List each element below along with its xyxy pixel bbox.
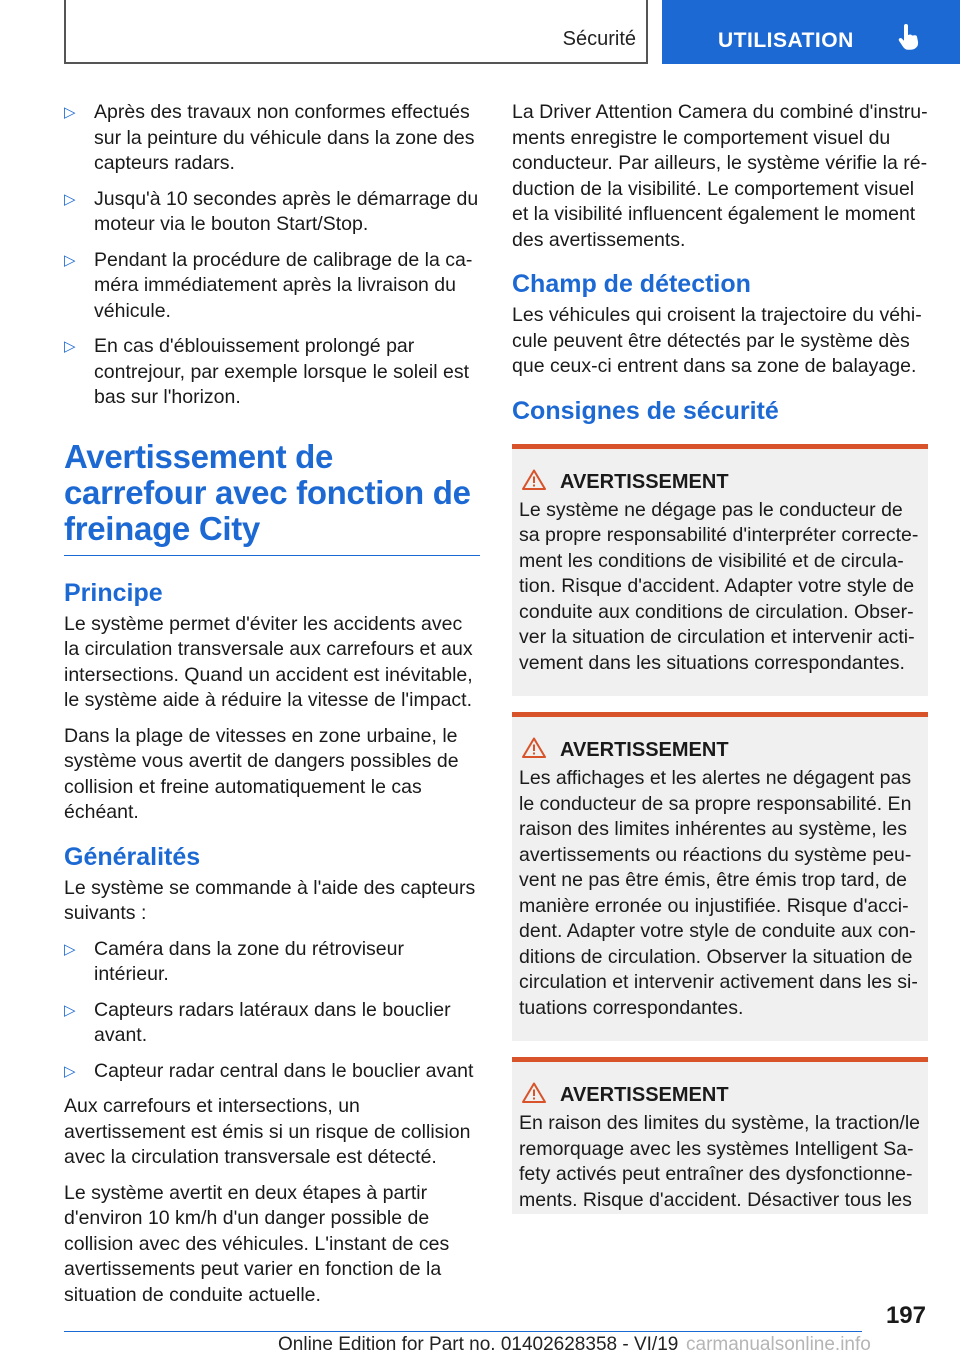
warning-box (512, 1057, 928, 1214)
footer-divider (64, 1331, 862, 1332)
principe-heading: Principe (64, 578, 163, 607)
warning-triangle-icon (522, 737, 546, 758)
header-section-box (64, 0, 648, 64)
list-item: ▷ Capteur radar central dans le bouclier avant (64, 1059, 480, 1085)
list-item: ▷ En cas d'éblouissement prolongé par contrejour, par exemple lorsque le soleil est bas sur l'horizon. (64, 335, 470, 408)
left-column (64, 100, 480, 1318)
warning-title: AVERTISSEMENT (560, 739, 729, 761)
chapter-label: UTILISATION (718, 29, 854, 52)
warning-triangle-icon (522, 1082, 546, 1103)
champ-heading: Champ de détection (512, 270, 751, 298)
principe-paragraph-2: Dans la plage de vitesses en zone urbaine, le système vous avertit de dangers possibles de collision et freine automatiquement le cas échéant. (64, 724, 459, 823)
warning-triangle-icon (522, 469, 546, 490)
attention-camera-paragraph: La Driver Attention Camera du combiné d'instruments enregistre le comportement visuel du conducteur. Par ailleurs, le système vérifie la réduction de la visibilité. Le comportement visuel et la visibilité influencent également le moment des avertissements. (512, 101, 928, 251)
warning-box (512, 444, 928, 697)
warning-title: AVERTISSEMENT (560, 1084, 729, 1106)
chapter-title: Avertissement de carrefour avec fonction de freinage City (64, 439, 480, 556)
triangle-bullet-icon: ▷ (64, 338, 76, 355)
edition-note: Online Edition for Part no. 01402628358 - VI/19 (278, 1334, 679, 1355)
hand-pointer-icon (898, 24, 920, 50)
triangle-bullet-icon: ▷ (64, 1062, 76, 1080)
chapter-tab[interactable] (662, 0, 960, 64)
list-item: ▷ Capteurs radars latéraux dans le bouclier avant. (64, 998, 451, 1046)
list-item: ▷ Caméra dans la zone du rétroviseur intérieur. (64, 937, 404, 985)
section-title: Sécurité (562, 28, 636, 50)
triangle-bullet-icon: ▷ (64, 1001, 76, 1019)
warning-title: AVERTISSEMENT (560, 470, 729, 493)
warning-text: En raison des limites du système, la traction/le remorquage avec les systèmes Intelligent Safety activés peut entraîner des dysfonctionnements. Risque d'accident. Désactiver tous les (519, 1112, 921, 1211)
sensors-list (64, 937, 480, 1085)
triangle-bullet-icon: ▷ (64, 190, 76, 208)
warning-text: Les affichages et les alertes ne dégagent pas le conducteur de sa propre responsabilité. En raison des limites inhérentes au système, les avertissements ou réactions du système peuvent ne pas être émis, être émis trop tard, de manière erronée ou injustifiée. Risque d'accident. Adapter votre style de conduite aux conditions de circulation. Observer la situation de circulation et intervenir activement dans les situations correspondantes. (519, 767, 918, 1019)
principe-paragraph: Le système permet d'éviter les accidents avec la circulation transversale aux carrefours et aux intersections. Quand un accident est inévitable, le système aide à réduire la vitesse de l'impact. (64, 612, 473, 711)
page-number: 197 (885, 1302, 926, 1329)
generalites-heading: Généralités (64, 842, 201, 871)
generalites-paragraph-2: Aux carrefours et intersections, un avertissement est émis si un risque de collision avec la circulation transversale est détecté. (64, 1095, 471, 1168)
warning-text: Le système ne dégage pas le conducteur de sa propre responsabilité d'interpréter correctement les conditions de visibilité et de circulation. Risque d'accident. Adapter votre style de conduite aux conditions de circulation. Observer la situation de circulation et intervenir activement dans les situations correspondantes. (519, 498, 919, 674)
triangle-bullet-icon: ▷ (64, 104, 76, 121)
triangle-bullet-icon: ▷ (64, 940, 76, 958)
right-column (512, 100, 928, 1214)
triangle-bullet-icon: ▷ (64, 251, 76, 269)
list-item: ▷ Pendant la procédure de calibrage de la caméra immédiatement après la livraison du véhicule. (64, 248, 473, 322)
watermark: carmanualsonline.info (686, 1334, 871, 1355)
list-item: ▷ Après des travaux non conformes effectués sur la peinture du véhicule dans la zone des capteurs radars. (64, 101, 475, 174)
consignes-heading: Consignes de sécurité (512, 396, 779, 425)
generalites-paragraph-3: Le système avertit en deux étapes à partir d'environ 10 km/h d'un danger possible de collision avec des véhicules. L'instant de ces avertissements peut varier en fonction de la situation de conduite actuelle. (64, 1181, 450, 1306)
list-item: ▷ Jusqu'à 10 secondes après le démarrage du moteur via le bouton Start/Stop. (64, 187, 479, 235)
conditions-list (64, 100, 480, 411)
generalites-intro: Le système se commande à l'aide des capteurs suivants : (64, 876, 476, 924)
champ-paragraph: Les véhicules qui croisent la trajectoire du véhicule peuvent être détectés par le système dès que ceux-ci entrent dans sa zone de balayage. (512, 304, 922, 377)
warning-box (512, 712, 928, 1041)
